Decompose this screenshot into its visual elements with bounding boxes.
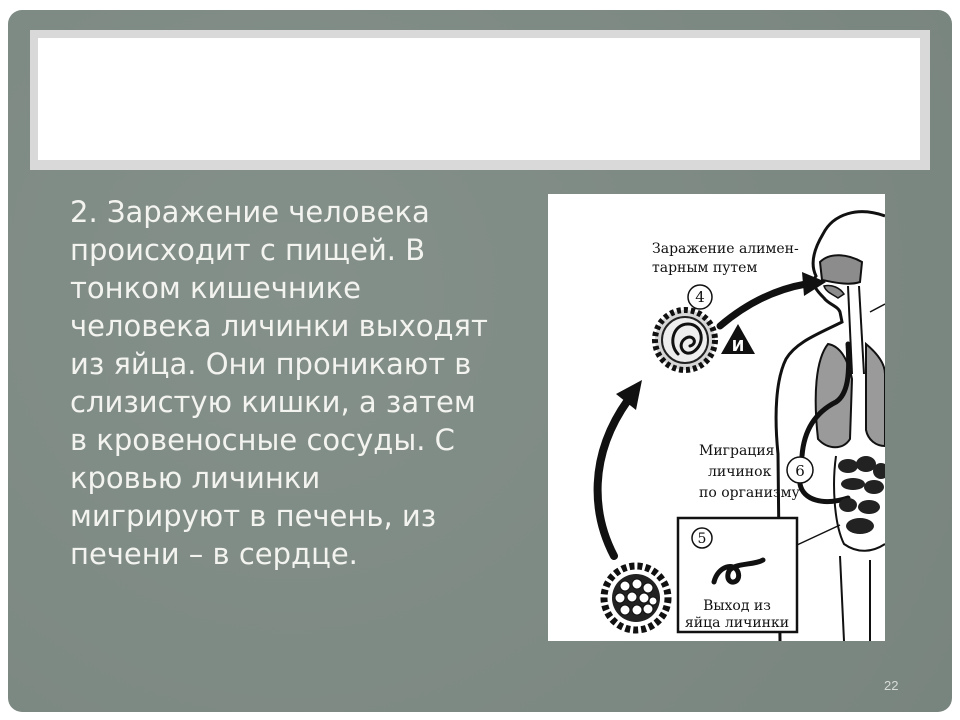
egg-cell [639,593,649,603]
body-line: мигрируют в печень, из [70,499,437,533]
maturation-arrow [598,400,628,556]
body-line: слизистую кишки, а затем [70,385,476,419]
intestine-loop [839,498,857,512]
intestine-loop [841,478,865,490]
egg-cell [627,592,637,602]
body-line: из яйца. Они проникают в [70,347,472,381]
page-number: 22 [884,678,899,693]
body-line: 2. Заражение человека [70,195,430,229]
life-cycle-figure [548,194,885,641]
body-line: печени – в сердце. [70,537,358,571]
slide [8,10,952,712]
egg-cell [632,605,642,615]
intestine-loop [856,456,876,472]
title-placeholder-frame [30,30,930,170]
body-line: в кровеносные сосуды. С [70,423,455,457]
pharynx [824,285,844,298]
nasal-cavity [820,255,862,283]
label-infection-line1: Заражение алимен- [652,241,799,257]
pointer-line [797,525,840,545]
egg-cell [620,581,630,591]
trachea-right [859,286,864,374]
intestines [834,456,885,551]
intestine-loop [864,480,884,494]
body-line: кровью личинки [70,461,321,495]
body-text [70,193,488,573]
label-migration-line3: по организму [699,485,800,501]
right-lung [866,344,885,446]
label-migration-line2: личинок [708,464,772,480]
egg-cell [632,579,642,589]
body-line: происходит с пищей. В [70,233,426,267]
egg-cell [649,597,657,605]
neck-line [870,304,885,312]
label-migration-line1: Миграция [699,443,775,459]
invasive-stage-letter: И [731,337,745,355]
egg-cell [620,605,630,615]
egg-cell [615,593,625,603]
egg-cell [643,604,653,614]
invasive-egg [655,310,715,370]
step-5-label: 5 [697,531,707,547]
intestine-loop [858,500,880,514]
egg [604,566,668,630]
label-hatch-line1: Выход из [703,598,771,614]
intestine-loop [846,518,874,534]
body-line: человека личинки выходят [70,309,488,343]
label-infection-line2: тарным путем [652,260,758,276]
intestine-loop [838,459,858,473]
step-6-label: 6 [795,462,805,480]
infection-arrow [720,284,806,326]
title-placeholder [38,38,920,160]
label-hatch-line2: яйца личинки [684,615,790,631]
body-line: тонком кишечнике [70,271,361,305]
step-4-label: 4 [695,288,705,306]
migration-path-lower [800,484,848,502]
lower-body-line [840,556,844,641]
egg-cell [643,583,653,593]
life-cycle-diagram [548,194,885,641]
